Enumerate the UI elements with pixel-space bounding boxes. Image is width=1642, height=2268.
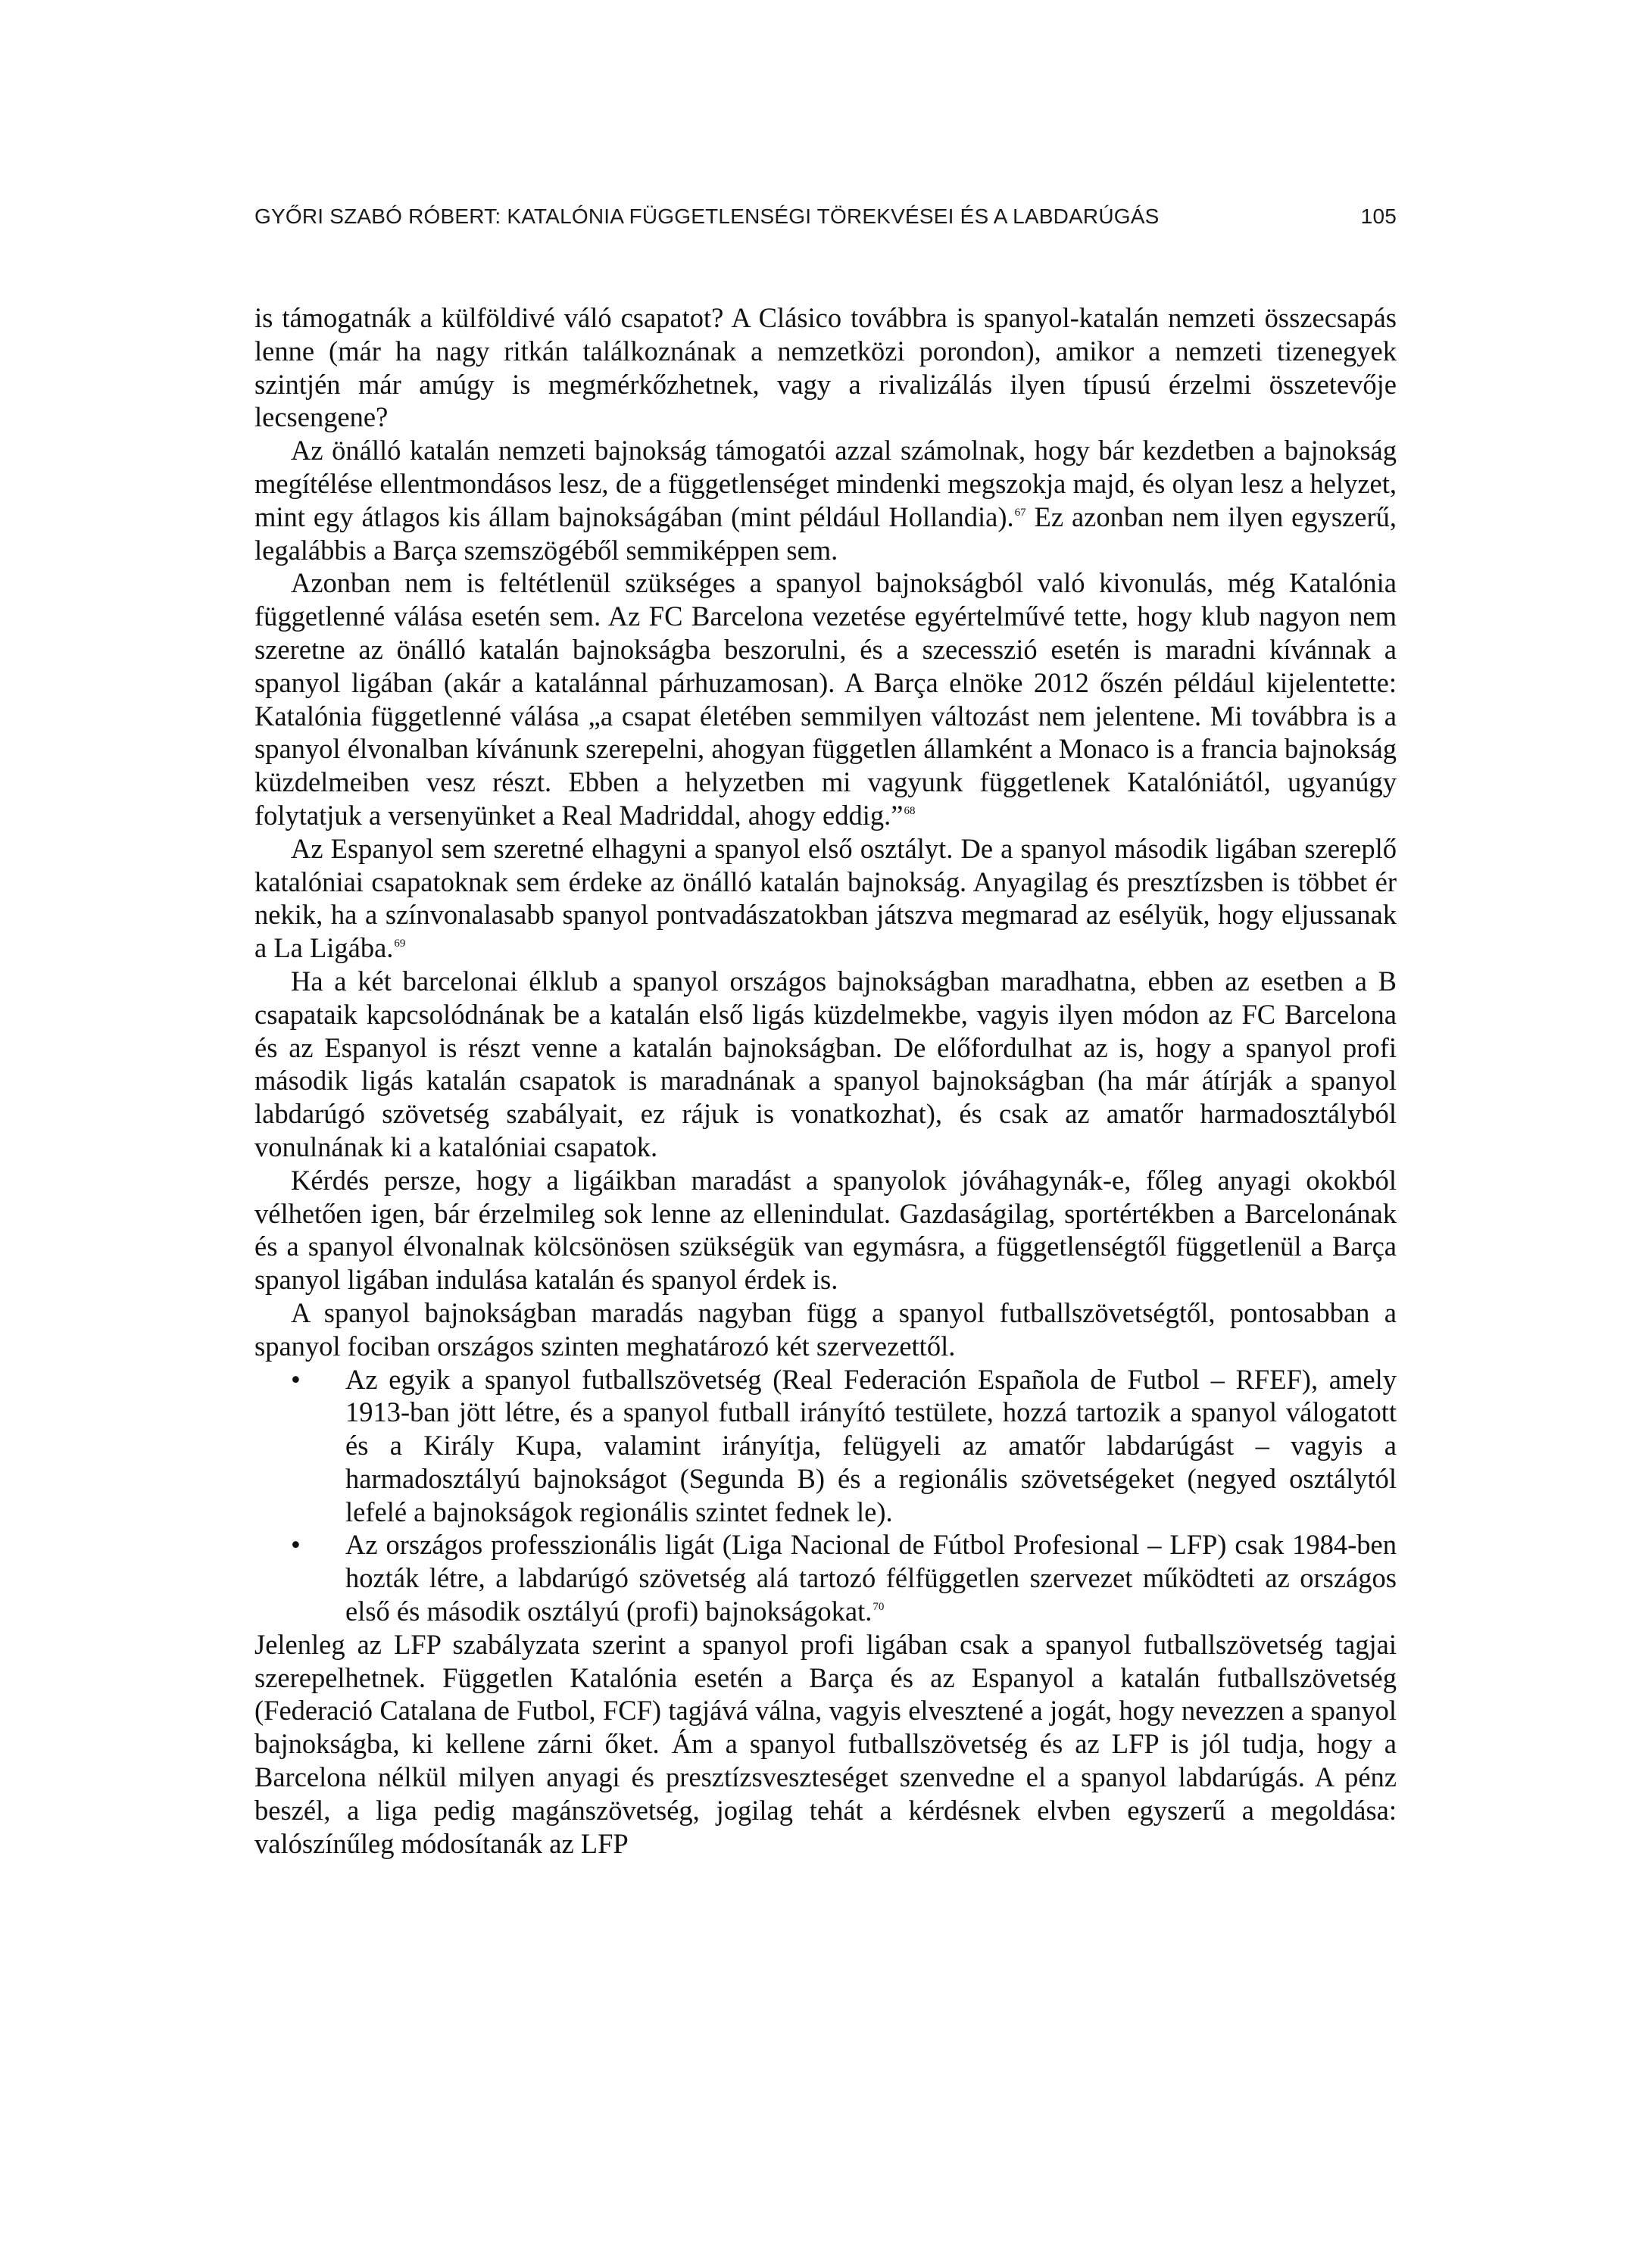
paragraph-text: A spanyol bajnokságban maradás nagyban függ a spanyol futballszövetségtől, pontosabban a spanyol fociban országos szinten meghatározó két szervezettől. (254, 1296, 1397, 1362)
bullet-icon: • (291, 1363, 301, 1395)
paragraph-text-continued: Ez azonban nem ilyen egyszerű, legalábbis a Barça szemszögéből semmiképpen sem. (254, 501, 1397, 566)
bullet-item (254, 1528, 1397, 1627)
paragraph (254, 965, 1397, 1164)
paragraph (254, 832, 1397, 965)
bullet-icon: • (291, 1529, 301, 1561)
bullet-text: Az egyik a spanyol futballszövetség (Real Federación Española de Futbol – RFEF), amely 1913-ban jött létre, és a spanyol futball irányító testülete, hozzá tartozik a spanyol válogatott és a Király Kupa, valamint irányítja, felügyeli az amatőr labdarúgást – vagyis a harmadosztályú bajnokságot (Segunda B) és a regionális szövetségeket (negyed osztálytól lefelé a bajnokságok regionális szintet fednek le). (345, 1363, 1397, 1527)
bullet-text: Az országos professzionális ligát (Liga Nacional de Fútbol Profesional – LFP) csak 1984-ben hozták létre, a labdarúgó szövetség alá tartozó félfüggetlen szervezet működteti az országos első és második osztályú (profi) bajnokságokat. (345, 1529, 1397, 1627)
paragraph (254, 434, 1397, 566)
bullet-item (254, 1363, 1397, 1529)
paragraph-text: Jelenleg az LFP szabályzata szerint a spanyol profi ligában csak a spanyol futballszövetség tagjai szerepelhetnek. Független Katalónia esetén a Barça és az Espanyol a katalán futballszövetség (Federació Catalana de Futbol, FCF) tagjává válna, vagyis elvesztené a jogát, hogy nevezzen a spanyol bajnokságba, ki kellene zárni őket. Ám a spanyol futballszövetség és az LFP is jól tudja, hogy a Barcelona nélkül milyen anyagi és presztízsveszteséget szenvedne el a spanyol labdarúgás. A pénz beszél, a liga pedig magánszövetség, jogilag tehát a kérdésnek elvben egyszerű a megoldása: valószínűleg módosítanák az LFP (254, 1628, 1397, 1859)
paragraph-text: Az önálló katalán nemzeti bajnokság támogatói azzal számolnak, hogy bár kezdetben a bajnokság megítélése ellentmondásos lesz, de a függetlenséget mindenki megszokja majd, és olyan lesz a helyzet, mint egy átlagos kis állam bajnokságában (mint például Hollandia). (254, 435, 1397, 532)
article-body (254, 301, 1397, 1860)
paragraph-text: Kérdés persze, hogy a ligáikban maradást a spanyolok jóváhagynák-e, főleg anyagi okokból vélhetően igen, bár érzelmileg sok lenne az ellenindulat. Gazdaságilag, sportértékben a Barcelonának és a spanyol élvonalnak kölcsönösen szükségük van egymásra, a függetlenségtől függetlenül a Barça spanyol ligában indulása katalán és spanyol érdek is. (254, 1164, 1397, 1296)
footnote-marker[interactable]: 68 (904, 804, 916, 817)
paragraph-text: is támogatnák a külföldivé váló csapatot? A Clásico továbbra is spanyol-katalán nemzeti összecsapás lenne (már ha nagy ritkán találkoznának a nemzetközi porondon), amikor a nemzeti tizenegyek szintjén már amúgy is megmérkőzhetnek, vagy a rivalizálás ilyen típusú érzelmi összetevője lecsengene? (254, 302, 1397, 433)
running-header (254, 204, 1397, 235)
footnote-marker[interactable]: 67 (1014, 506, 1026, 519)
paragraph (254, 566, 1397, 831)
running-title: GYŐRI SZABÓ RÓBERT: KATALÓNIA FÜGGETLENSÉGI TÖREKVÉSEI ÉS A LABDARÚGÁS (254, 204, 1160, 228)
paragraph-text: Azonban nem is feltétlenül szükséges a spanyol bajnokságból való kivonulás, még Katalónia függetlenné válása esetén sem. Az FC Barcelona vezetése egyértelművé tette, hogy klub nagyon nem szeretne az önálló katalán bajnokságba beszorulni, és a szecesszió esetén is maradni kívánnak a spanyol ligában (akár a katalánnal párhuzamosan). A Barça elnöke 2012 őszén például kijelentette: Katalónia függetlenné válása „a csapat életében semmilyen változást nem jelentene. Mi továbbra is a spanyol élvonalban kívánunk szerepelni, ahogyan független államként a Monaco is a francia bajnokság küzdelmeiben vesz részt. Ebben a helyzetben mi vagyunk függetlenek Katalóniától, ugyanúgy folytatjuk a versenyünket a Real Madriddal, ahogy eddig.” (254, 567, 1397, 831)
paragraph (254, 1164, 1397, 1296)
paragraph (254, 1296, 1397, 1363)
footnote-marker[interactable]: 70 (873, 1601, 885, 1614)
bullet-list (254, 1363, 1397, 1628)
page-number: 105 (1360, 204, 1397, 228)
paragraph-text: Az Espanyol sem szeretné elhagyni a spanyol első osztályt. De a spanyol második ligában szereplő katalóniai csapatoknak sem érdeke az önálló katalán bajnokság. Anyagilag és presztízsben is többet ér nekik, ha a színvonalasabb spanyol pontvadászatokban játszva megmarad az esélyük, hogy eljussanak a La Ligába. (254, 832, 1397, 964)
paragraph (254, 301, 1397, 434)
paragraph-text: Ha a két barcelonai élklub a spanyol országos bajnokságban maradhatna, ebben az esetben a B csapataik kapcsolódnának be a katalán első ligás küzdelmekbe, vagyis ilyen módon az FC Barcelona és az Espanyol is részt venne a katalán bajnokságban. De előfordulhat az is, hogy a spanyol profi második ligás katalán csapatok is maradnának a spanyol bajnokságban (ha már átírják a spanyol labdarúgó szövetség szabályait, ez rájuk is vonatkozhat), és csak az amatőr harmadosztályból vonulnának ki a katalóniai csapatok. (254, 965, 1397, 1162)
footnote-marker[interactable]: 69 (394, 937, 406, 950)
paragraph (254, 1628, 1397, 1861)
